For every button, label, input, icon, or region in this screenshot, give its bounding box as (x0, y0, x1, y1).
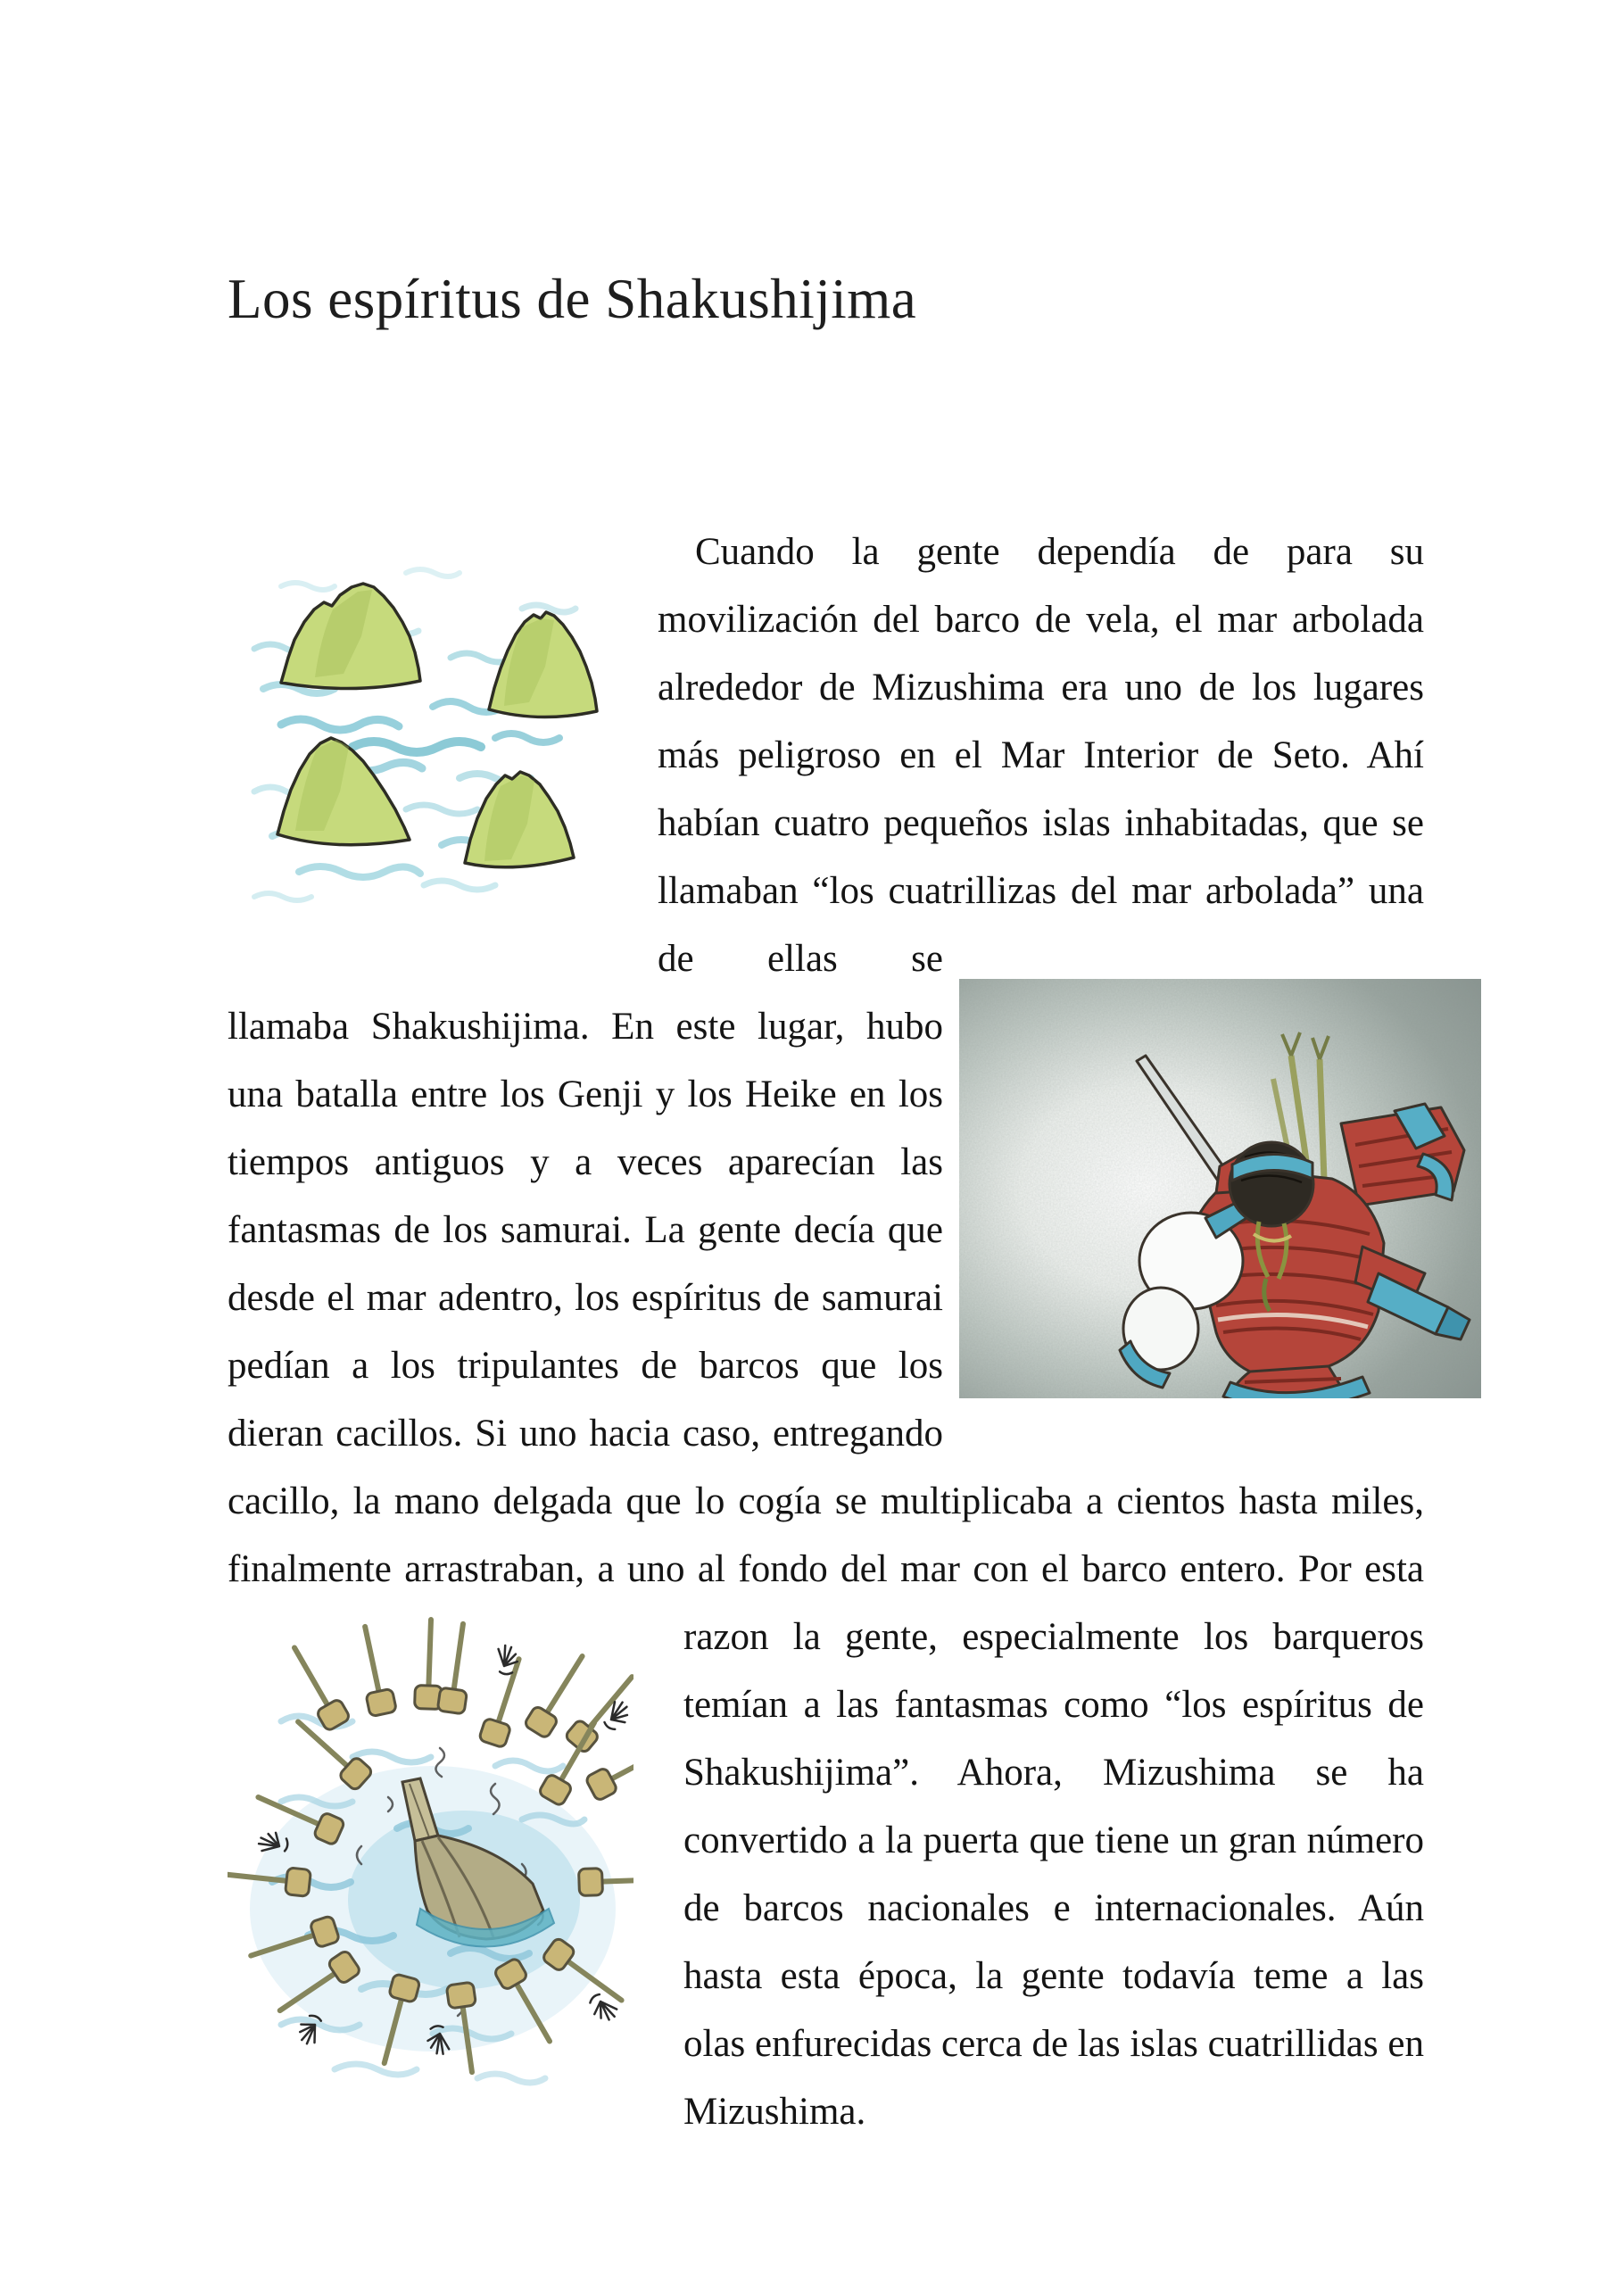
boat-ladles-illustration (228, 1614, 633, 2136)
page-content (228, 0, 1424, 2149)
story-part-1: Cuando la gente dependía de para su movilización del barco de vela, el mar arbolada alrededor de Mizushima era uno de los lugares más peligroso en el Mar Interior de Seto. Ahí habían cuatro pequeños islas inhabitadas, que se llamaban “los cuatrillizas del mar arbolada” (658, 531, 1424, 913)
islands-illustration (228, 524, 629, 916)
ladle-icon (478, 1655, 531, 1748)
page-title: Los espíritus de Shakushijima (228, 268, 917, 330)
hand-icon (600, 1698, 633, 1733)
story-part-3: especialmente los barqueros temían a las fantasmas como “los espíritus de Shakushijima”. Ahora, Mizushima se ha convertido a la puerta que tiene un gran número de barcos nacionales e internacionales. Aún hasta esta época, la gente todavía teme a las olas enfurecidas cerca de las islas cuatrillidas en Mizushima. (683, 1616, 1425, 2134)
ladle-icon (352, 1624, 396, 1717)
samurai-illustration (959, 979, 1481, 1398)
story-part-2: una de ellas se llamaba Shakushijima. En este lugar, hubo una batalla entre los Genji y los Heike en los tiempos antiguos y a veces aparecían las fantasmas de los samurai. La gente decía que desde el mar adentro, los espíritus de samurai pedían a los tripulantes de barcos que los dieran cacillos. Si uno hacia caso, entregando cacillo, la mano delgada que lo cogía se multiplicaba a cientos hasta miles, finalmente arrastraban, a uno al fondo del mar con el barco entero. Por esta razon la gente, (228, 870, 1425, 1659)
story-text (228, 518, 1424, 2146)
ladle-icon (437, 1622, 476, 1714)
